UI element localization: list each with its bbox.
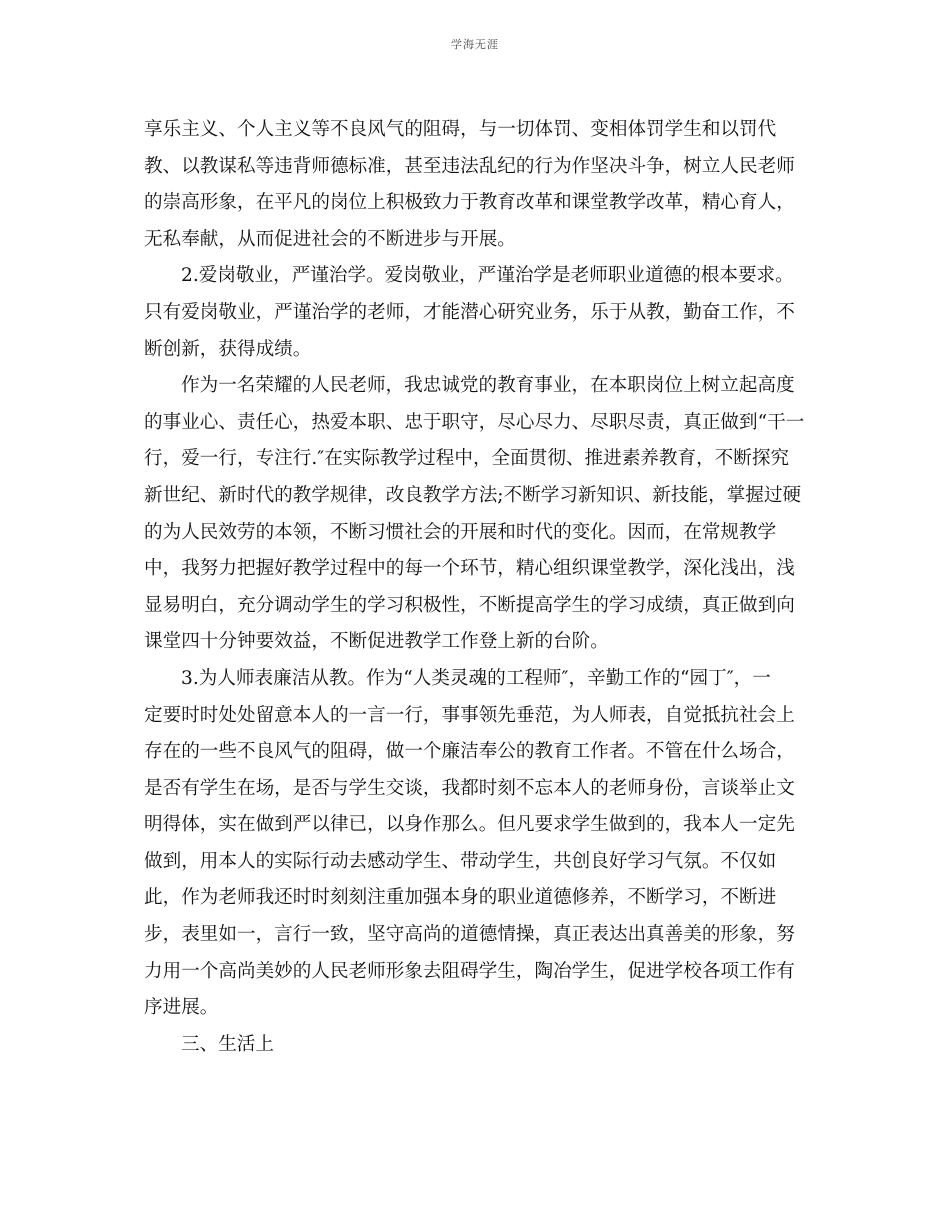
text-line: 序进展。 bbox=[144, 997, 219, 1019]
document-body bbox=[144, 112, 804, 1063]
text-line: 步，表里如一，言行一致，坚守高尚的道德情操，真正表达出真善美的形象，努 bbox=[144, 924, 795, 946]
text-line: 只有爱岗敬业，严谨治学的老师，才能潜心研究业务，乐于从教，勤奋工作，不 bbox=[144, 301, 795, 323]
text-line: 中，我努力把握好教学过程中的每一个环节，精心组织课堂教学，深化浅出，浅 bbox=[144, 558, 795, 580]
text-line: 此，作为老师我还时时刻刻注重加强本身的职业道德修养，不断学习，不断进 bbox=[144, 887, 777, 909]
paragraph bbox=[144, 661, 804, 1027]
text-line: 定要时时处处留意本人的一言一行，事事领先垂范，为人师表，自觉抵抗社会上 bbox=[144, 704, 795, 726]
text-line: 显易明白，充分调动学生的学习积极性，不断提高学生的学习成绩，真正做到向 bbox=[144, 594, 795, 616]
text-line: 无私奉献，从而促进社会的不断进步与开展。 bbox=[144, 228, 516, 250]
paragraph bbox=[144, 258, 804, 368]
page-header: 学海无涯 bbox=[451, 38, 499, 51]
text-line: 明得体，实在做到严以律已，以身作那么。但凡要求学生做到的，我本人一定先 bbox=[144, 814, 795, 836]
text-line: 教、以教谋私等违背师德标准，甚至违法乱纪的行为作坚决斗争，树立人民老师 bbox=[144, 155, 795, 177]
text-line: 做到，用本人的实际行动去感动学生、带动学生，共创良好学习气氛。不仅如 bbox=[144, 850, 777, 872]
text-line: 存在的一些不良风气的阻碍，做一个廉洁奉公的教育工作者。不管在什么场合， bbox=[144, 741, 795, 763]
text-line: 三、生活上 bbox=[181, 1033, 274, 1055]
section-heading bbox=[144, 1027, 804, 1064]
text-line: 力用一个高尚美妙的人民老师形象去阻碍学生，陶冶学生，促进学校各项工作有 bbox=[144, 960, 795, 982]
text-line: 行，爱一行，专注行.″在实际教学过程中，全面贯彻、推进素养教育，不断探究 bbox=[144, 448, 790, 470]
text-line: 2.爱岗敬业，严谨治学。爱岗敬业，严谨治学是老师职业道德的根本要求。 bbox=[181, 265, 794, 287]
text-line: 新世纪、新时代的教学规律，改良教学方法;不断学习新知识、新技能，掌握过硬 bbox=[144, 484, 802, 506]
text-line: 课堂四十分钟要效益，不断促进教学工作登上新的台阶。 bbox=[144, 631, 609, 653]
text-line: 的崇高形象，在平凡的岗位上积极致力于教育改革和课堂教学改革，精心育人， bbox=[144, 192, 795, 214]
text-line: 享乐主义、个人主义等不良风气的阻碍，与一切体罚、变相体罚学生和以罚代 bbox=[144, 119, 777, 140]
text-line: 3.为人师表廉洁从教。作为“人类灵魂的工程师″，辛勤工作的“园丁″，一 bbox=[181, 667, 771, 689]
text-line: 是否有学生在场，是否与学生交谈，我都时刻不忘本人的老师身份，言谈举止文 bbox=[144, 777, 795, 799]
text-line: 的为人民效劳的本领，不断习惯社会的开展和时代的变化。因而，在常规教学 bbox=[144, 521, 777, 543]
text-line: 断创新，获得成绩。 bbox=[144, 338, 312, 360]
text-line: 作为一名荣耀的人民老师，我忠诚党的教育事业，在本职岗位上树立起高度 bbox=[181, 375, 795, 397]
text-line: 的事业心、责任心，热爱本职、忠于职守，尽心尽力、尽职尽责，真正做到“干一 bbox=[144, 411, 804, 433]
paragraph bbox=[144, 368, 804, 661]
paragraph bbox=[144, 112, 804, 258]
